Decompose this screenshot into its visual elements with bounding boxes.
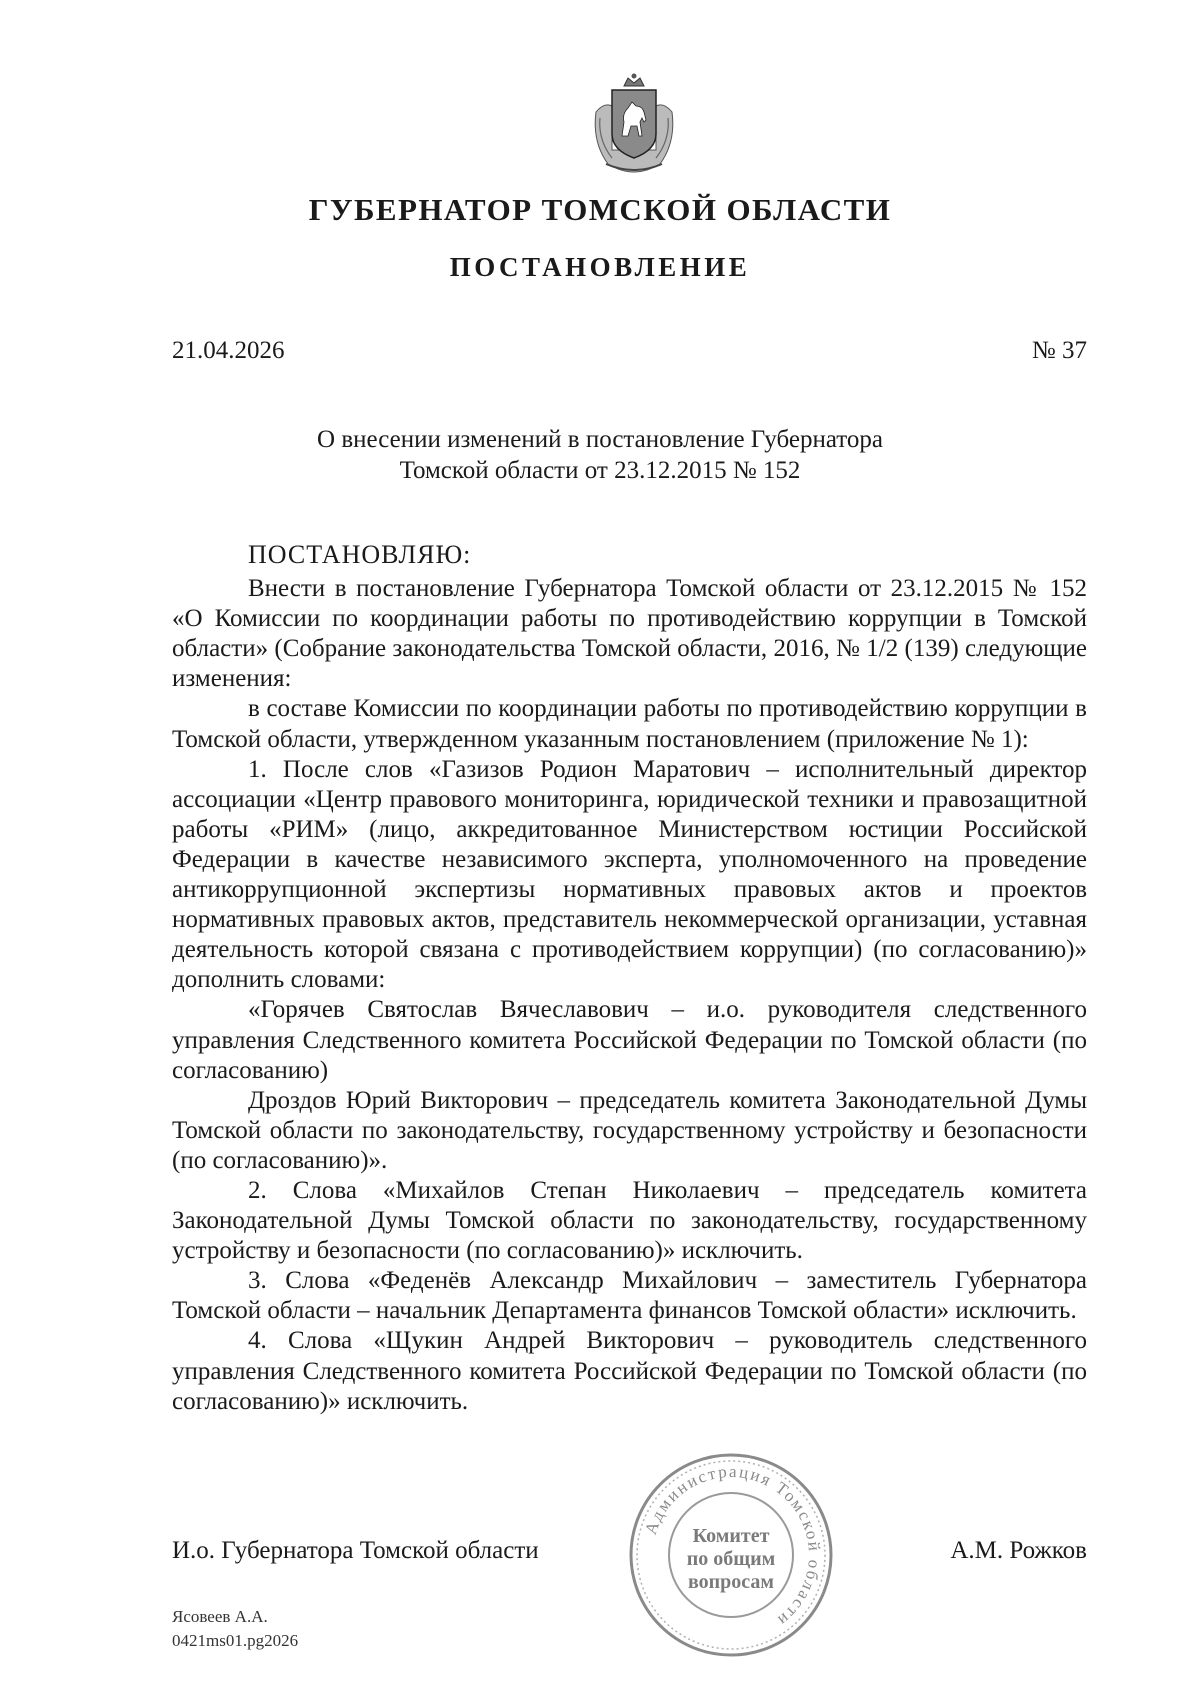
paragraph: 2. Слова «Михайлов Степан Николаевич – председатель комитета Законодательной Думы Томской области по законодательству, государственному устройству и безопасности (по согласованию)» исключить. bbox=[172, 1176, 1087, 1265]
document-body bbox=[172, 540, 1087, 1417]
organization-title: ГУБЕРНАТОР ТОМСКОЙ ОБЛАСТИ bbox=[308, 192, 892, 227]
executor-name: Ясовеев А.А. bbox=[172, 1607, 268, 1626]
paragraph: в составе Комиссии по координации работы по противодействию коррупции в Томской области, утвержденном указанным постановлением (приложение № 1): bbox=[172, 695, 1087, 753]
paragraph: Внести в постановление Губернатора Томской области от 23.12.2015 № 152 «О Комиссии по координации работы по противодействию коррупции в Томской области» (Собрание законодательства Томской области, 2016, № 1/2 (139) следующие изменения: bbox=[172, 575, 1087, 693]
paragraph: 4. Слова «Щукин Андрей Викторович – руководитель следственного управления Следственного комитета Российской Федерации по Томской области (по согласованию)» исключить. bbox=[172, 1327, 1087, 1415]
document-number: № 37 bbox=[1031, 337, 1087, 364]
document-subject bbox=[300, 424, 900, 486]
subject-line-1: О внесении изменений в постановление Губернатора bbox=[317, 426, 883, 453]
paragraph: 3. Слова «Феденёв Александр Михайлович – заместитель Губернатора Томской области – начальник Департамента финансов Томской области» исключить. bbox=[172, 1267, 1087, 1325]
coat-of-arms-icon bbox=[586, 72, 682, 176]
decree-word: ПОСТАНОВЛЯЮ: bbox=[248, 540, 472, 569]
stamp-line-3: вопросам bbox=[687, 1571, 775, 1593]
document-type: ПОСТАНОВЛЕНИЕ bbox=[449, 252, 751, 282]
signatory-name: А.М. Рожков bbox=[950, 1537, 1087, 1564]
document-code: 0421ms01.pg2026 bbox=[172, 1631, 299, 1650]
signatory-role: И.о. Губернатора Томской области bbox=[172, 1537, 539, 1564]
executor-block bbox=[172, 1605, 298, 1653]
paragraph: Дроздов Юрий Викторович – председатель комитета Законодательной Думы Томской области по законодательству, государственному устройству и безопасности (по согласованию)». bbox=[172, 1086, 1087, 1174]
stamp-line-1: Комитет bbox=[692, 1525, 770, 1547]
official-stamp bbox=[626, 1452, 836, 1658]
paragraph: 1. После слов «Газизов Родион Маратович – исполнительный директор ассоциации «Центр правового мониторинга, юридической техники и правозащитной работы «РИМ» (лицо, аккредитованное Министерством юстиции Российской Федерации в качестве независимого эксперта, уполномоченного на проведение антикоррупционной экспертизы нормативных правовых актов и проектов нормативных правовых актов, представитель некоммерческой организации, уставная деятельность которой связана с противодействием коррупции) (по согласованию)» дополнить словами: bbox=[172, 755, 1087, 994]
stamp-line-2: по общим bbox=[686, 1548, 776, 1570]
paragraph: «Горячев Святослав Вячеславович – и.о. руководителя следственного управления Следственного комитета Российской Федерации по Томской области (по согласованию) bbox=[172, 996, 1087, 1084]
subject-line-2: Томской области от 23.12.2015 № 152 bbox=[399, 457, 801, 484]
document-date: 21.04.2026 bbox=[172, 337, 285, 364]
stamp-ring-text: Администрация Томской области bbox=[640, 1461, 825, 1632]
